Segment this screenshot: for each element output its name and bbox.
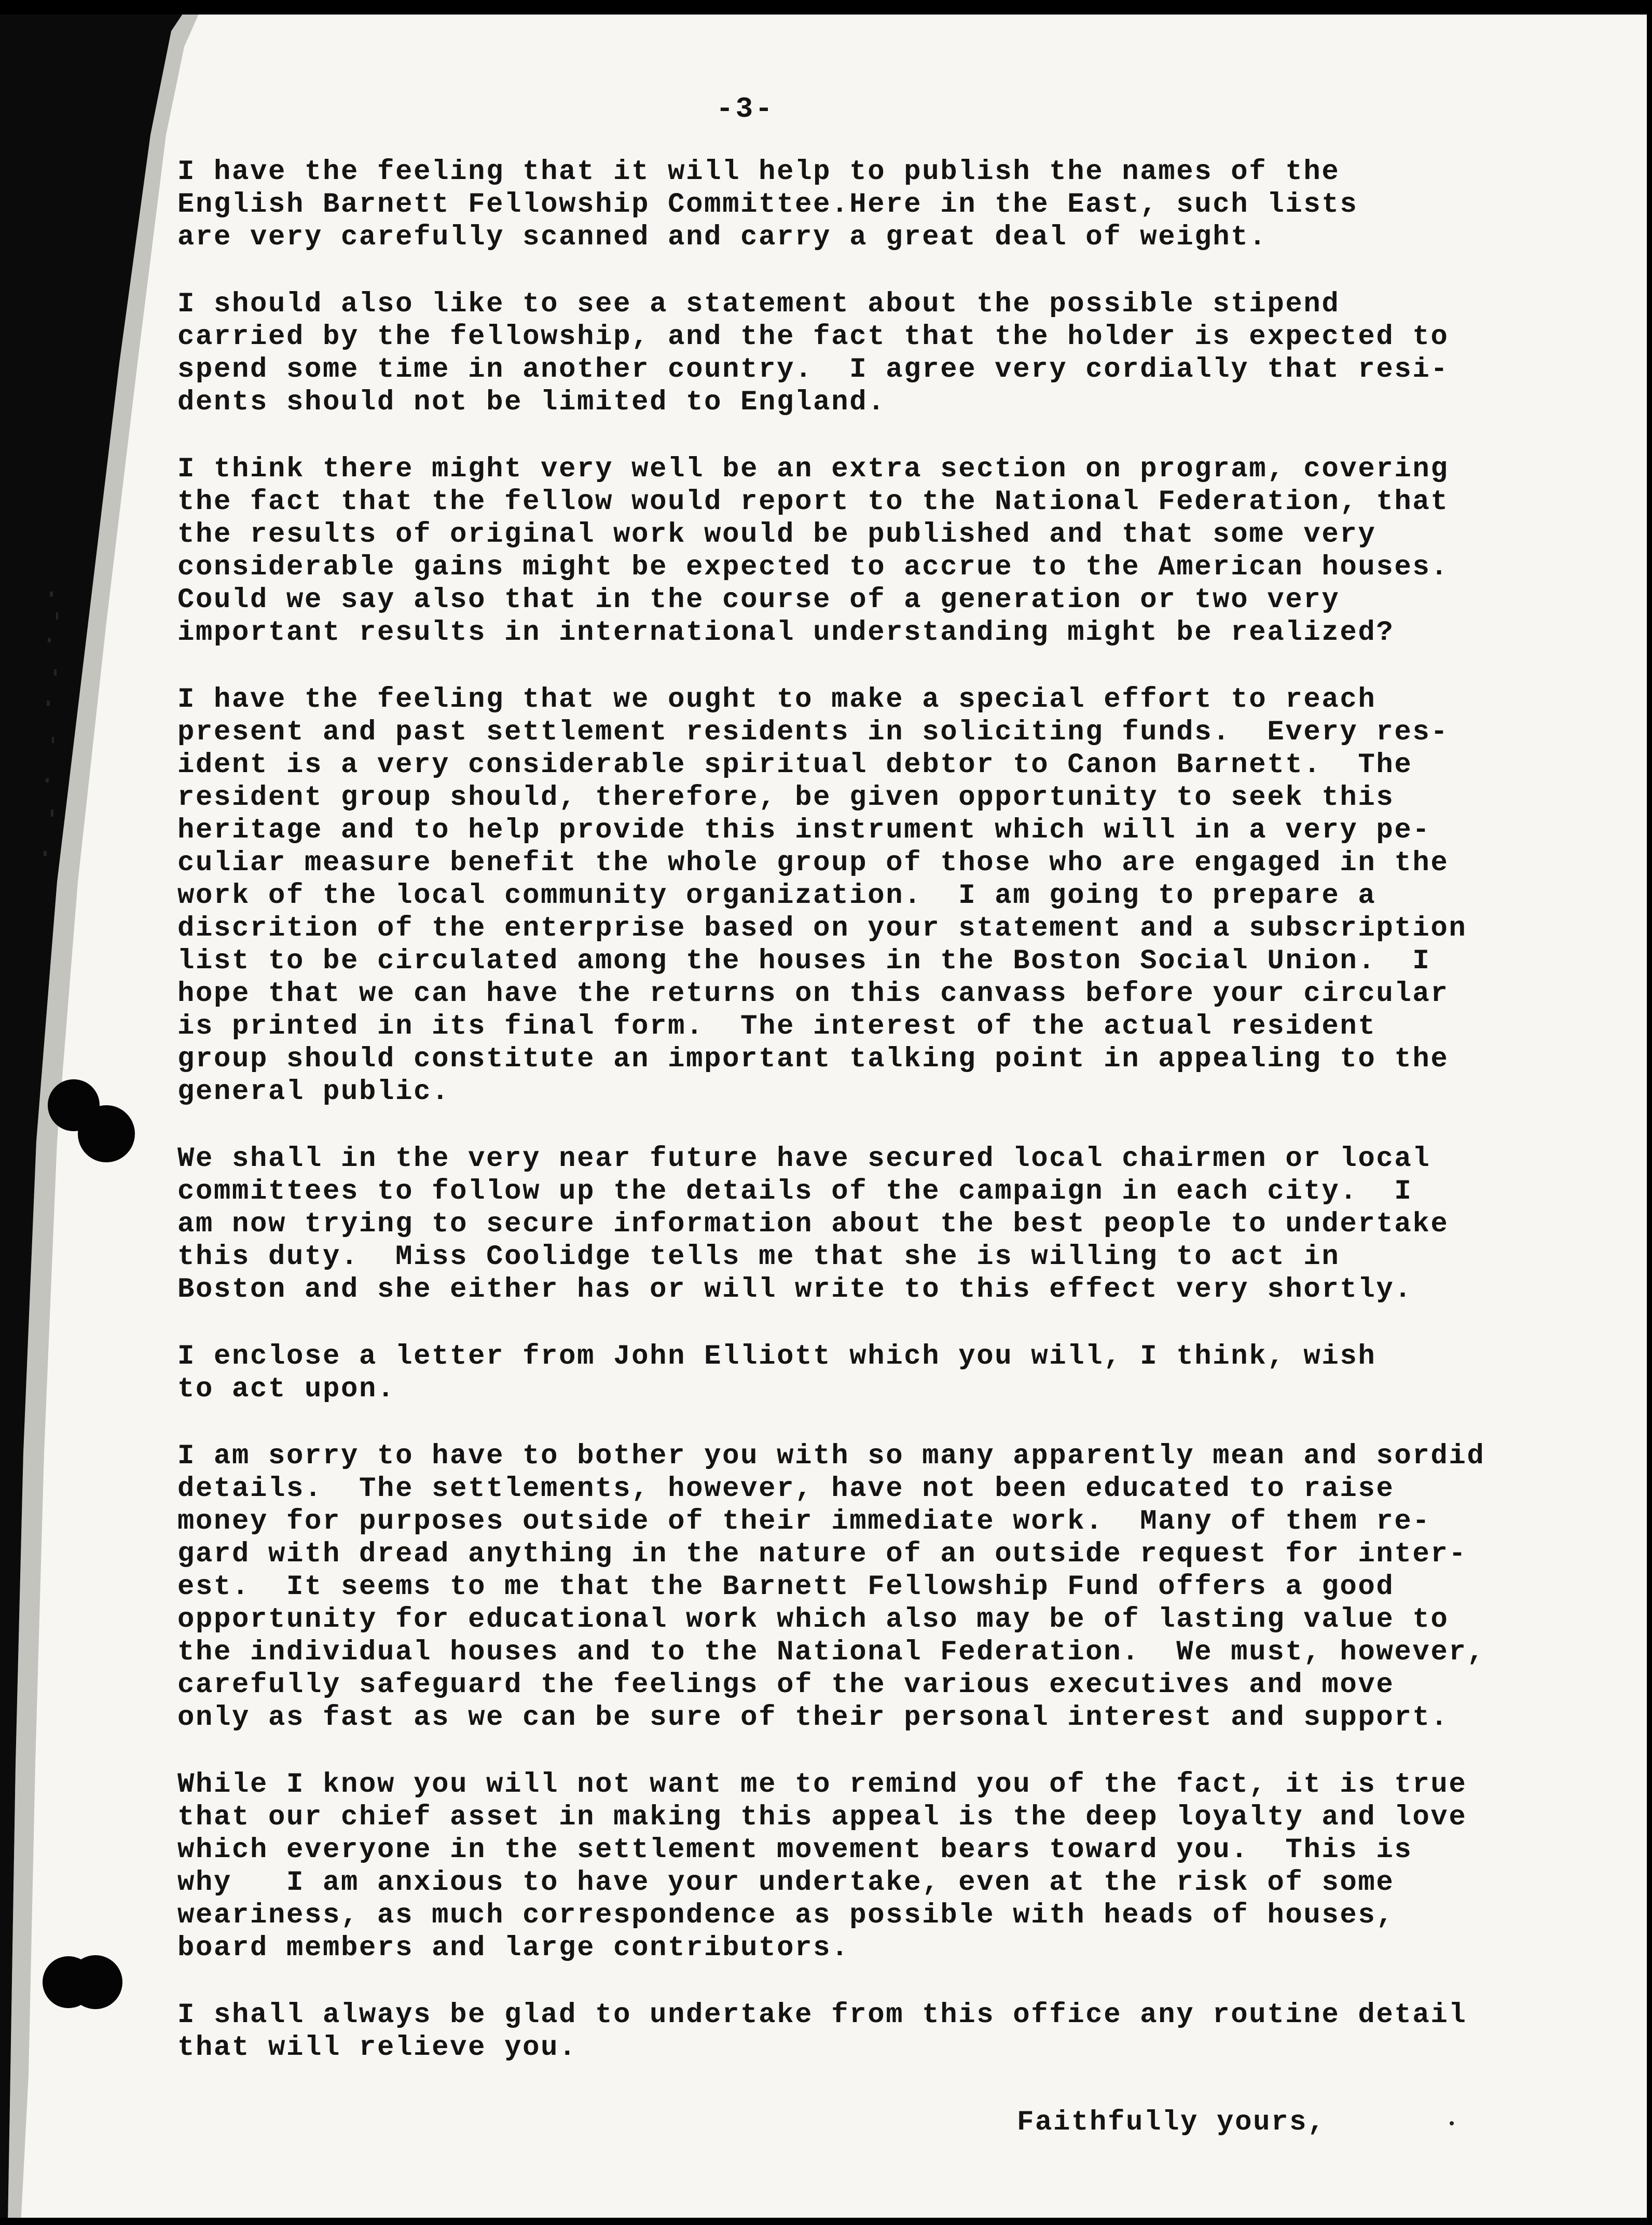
text-line: culiar measure benefit the whole group of those who are engaged in the: [177, 847, 1449, 879]
letter-paragraph: [177, 453, 1558, 649]
text-line: are very carefully scanned and carry a great deal of weight.: [177, 222, 1268, 253]
letter-paragraph: [177, 683, 1558, 1108]
text-line: committees to follow up the details of the campaign in each city. I: [177, 1176, 1413, 1207]
text-line: hope that we can have the returns on this canvass before your circular: [177, 978, 1449, 1010]
letter-paragraph: [177, 1999, 1558, 2064]
text-line: the individual houses and to the National Federation. We must, however,: [177, 1637, 1485, 1668]
text-line: resident group should, therefore, be given opportunity to seek this: [177, 782, 1395, 814]
letter-paragraph: [177, 288, 1558, 419]
text-line: dents should not be limited to England.: [177, 387, 886, 418]
ink-speck: [1450, 2121, 1454, 2125]
text-line: why I am anxious to have your undertake, even at the risk of some: [177, 1867, 1395, 1899]
text-line: Could we say also that in the course of a generation or two very: [177, 584, 1340, 616]
text-line: carefully safeguard the feelings of the various executives and move: [177, 1669, 1395, 1701]
text-line: est. It seems to me that the Barnett Fellowship Fund offers a good: [177, 1571, 1395, 1603]
text-line: English Barnett Fellowship Committee.Here in the East, such lists: [177, 189, 1358, 221]
text-line: While I know you will not want me to remind you of the fact, it is true: [177, 1769, 1467, 1801]
text-line: that will relieve you.: [177, 2032, 577, 2064]
text-line: We shall in the very near future have secured local chairmen or local: [177, 1143, 1431, 1175]
text-line: heritage and to help provide this instrument which will in a very pe-: [177, 815, 1431, 846]
text-line: details. The settlements, however, have not been educated to raise: [177, 1473, 1395, 1505]
letter-paragraph: [177, 156, 1558, 254]
text-line: weariness, as much correspondence as possible with heads of houses,: [177, 1900, 1395, 1931]
text-line: Boston and she either has or will write to this effect very shortly.: [177, 1274, 1413, 1306]
text-line: the results of original work would be published and that some very: [177, 519, 1376, 551]
letter-paragraph: [177, 1768, 1558, 1965]
text-line: I am sorry to have to bother you with so many apparently mean and sordid: [177, 1440, 1485, 1472]
scan-top-border: [0, 0, 1652, 15]
text-line: I think there might very well be an extra section on program, covering: [177, 454, 1449, 485]
letter-paragraph: [177, 1143, 1558, 1306]
text-line: I should also like to see a statement about the possible stipend: [177, 289, 1340, 320]
text-line: which everyone in the settlement movement bears toward you. This is: [177, 1834, 1413, 1866]
text-line: only as fast as we can be sure of their personal interest and support.: [177, 1702, 1449, 1734]
text-line: money for purposes outside of their immediate work. Many of them re-: [177, 1506, 1431, 1537]
text-line: is printed in its final form. The interest of the actual resident: [177, 1011, 1376, 1042]
text-line: list to be circulated among the houses in the Boston Social Union. I: [177, 945, 1431, 977]
text-line: important results in international understanding might be realized?: [177, 617, 1395, 649]
text-line: board members and large contributors.: [177, 1932, 850, 1964]
text-line: carried by the fellowship, and the fact that the holder is expected to: [177, 321, 1449, 353]
text-line: am now trying to secure information about the best people to undertake: [177, 1208, 1449, 1240]
scan-right-border: [1647, 0, 1652, 2225]
text-line: discrition of the enterprise based on your statement and a subscription: [177, 913, 1467, 944]
text-line: I have the feeling that we ought to make a special effort to reach: [177, 684, 1376, 716]
text-line: the fact that the fellow would report to the National Federation, that: [177, 486, 1449, 518]
text-line: I have the feeling that it will help to publish the names of the: [177, 156, 1340, 188]
text-line: gard with dread anything in the nature of an outside request for inter-: [177, 1539, 1467, 1570]
text-line: ident is a very considerable spiritual debtor to Canon Barnett. The: [177, 749, 1413, 781]
scan-bottom-border: [0, 2218, 1652, 2225]
text-line: considerable gains might be expected to accrue to the American houses.: [177, 552, 1449, 583]
punch-hole-lower-b: [68, 1955, 122, 2009]
page-number: -3-: [716, 92, 775, 126]
closing-salutation: Faithfully yours,: [1017, 2107, 1326, 2138]
text-line: group should constitute an important talking point in appealing to the: [177, 1043, 1449, 1075]
text-line: to act upon.: [177, 1374, 396, 1405]
punch-hole-upper-b: [78, 1105, 135, 1162]
letter-body: [177, 156, 1558, 2098]
text-line: spend some time in another country. I agree very cordially that resi-: [177, 354, 1449, 386]
text-line: present and past settlement residents in soliciting funds. Every res-: [177, 717, 1449, 748]
text-line: I shall always be glad to undertake from this office any routine detail: [177, 1999, 1467, 2031]
text-line: I enclose a letter from John Elliott which you will, I think, wish: [177, 1341, 1376, 1372]
text-line: opportunity for educational work which also may be of lasting value to: [177, 1604, 1449, 1636]
text-line: that our chief asset in making this appeal is the deep loyalty and love: [177, 1802, 1467, 1833]
text-line: general public.: [177, 1076, 450, 1108]
text-line: work of the local community organization. I am going to prepare a: [177, 880, 1376, 912]
letter-paragraph: [177, 1340, 1558, 1406]
text-line: this duty. Miss Coolidge tells me that she is willing to act in: [177, 1241, 1340, 1273]
letter-paragraph: [177, 1440, 1558, 1734]
